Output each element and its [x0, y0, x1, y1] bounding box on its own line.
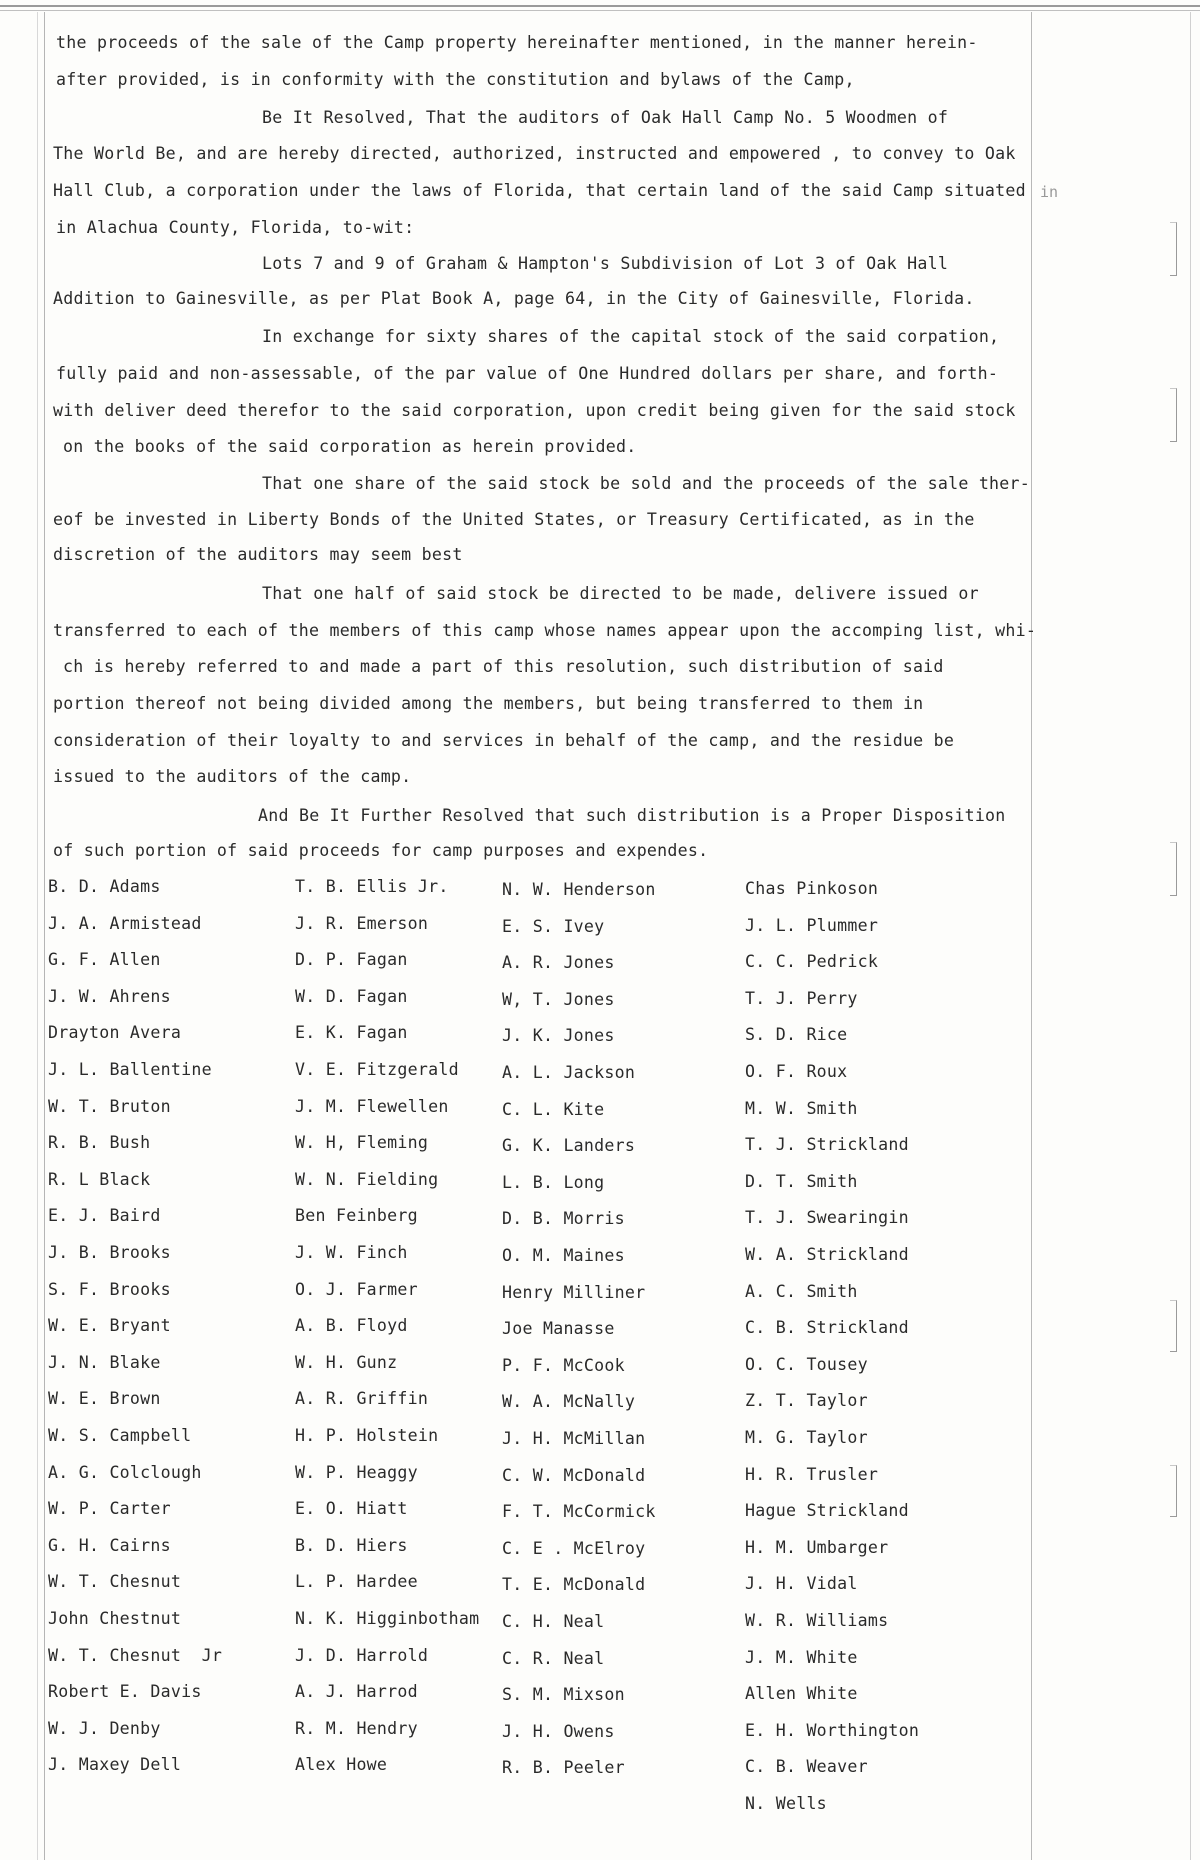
- member-name: Alex Howe: [295, 1755, 388, 1774]
- member-name: J. B. Brooks: [48, 1243, 171, 1262]
- member-name: S. D. Rice: [745, 1025, 848, 1044]
- member-name: J. L. Plummer: [745, 916, 879, 935]
- member-name: F. T. McCormick: [502, 1502, 656, 1521]
- member-name: W. T. Chesnut Jr: [48, 1646, 223, 1665]
- member-name: A. R. Jones: [502, 953, 615, 972]
- member-name: J. K. Jones: [502, 1026, 615, 1045]
- member-name: C. B. Strickland: [745, 1318, 909, 1337]
- member-name: D. P. Fagan: [295, 950, 408, 969]
- member-name: C. B. Weaver: [745, 1757, 868, 1776]
- member-name: S. F. Brooks: [48, 1280, 171, 1299]
- member-name: E. J. Baird: [48, 1206, 161, 1225]
- top-rule-thin: [0, 10, 1200, 11]
- text-line: with deliver deed therefor to the said corporation, upon credit being given for the said stock: [53, 401, 1016, 420]
- member-name: R. L Black: [48, 1170, 151, 1189]
- member-name: W. T. Chesnut: [48, 1572, 182, 1591]
- right-margin-line: [1031, 12, 1032, 1860]
- text-line: eof be invested in Liberty Bonds of the United States, or Treasury Certificated, as in the: [53, 510, 975, 529]
- text-line: That one share of the said stock be sold and the proceeds of the sale ther-: [262, 474, 1031, 493]
- member-name: A. B. Floyd: [295, 1316, 408, 1335]
- member-name: W. J. Denby: [48, 1719, 161, 1738]
- member-name: Joe Manasse: [502, 1319, 615, 1338]
- member-name: E. O. Hiatt: [295, 1499, 408, 1518]
- text-line: in Alachua County, Florida, to-wit:: [56, 218, 415, 237]
- text-line: issued to the auditors of the camp.: [53, 767, 412, 786]
- member-name: W, T. Jones: [502, 990, 615, 1009]
- top-rule: [0, 5, 1200, 7]
- text-line: Be It Resolved, That the auditors of Oak Hall Camp No. 5 Woodmen of: [262, 108, 949, 127]
- member-name: J. M. Flewellen: [295, 1097, 449, 1116]
- member-name: E. H. Worthington: [745, 1721, 920, 1740]
- member-name: M. G. Taylor: [745, 1428, 868, 1447]
- member-name: W. P. Carter: [48, 1499, 171, 1518]
- member-name: J. W. Ahrens: [48, 987, 171, 1006]
- text-line: ch is hereby referred to and made a part of this resolution, such distribution of said: [63, 657, 944, 676]
- member-name: Henry Milliner: [502, 1283, 646, 1302]
- member-name: J. N. Blake: [48, 1353, 161, 1372]
- member-name: O. M. Maines: [502, 1246, 625, 1265]
- member-name: O. C. Tousey: [745, 1355, 868, 1374]
- text-line: transferred to each of the members of this camp whose names appear upon the accomping list, whi-: [53, 621, 1037, 640]
- margin-note: in: [1040, 183, 1059, 201]
- member-name: J. Maxey Dell: [48, 1755, 182, 1774]
- member-name: R. B. Peeler: [502, 1758, 625, 1777]
- member-name: D. T. Smith: [745, 1172, 858, 1191]
- member-name: T. J. Strickland: [745, 1135, 909, 1154]
- member-name: A. C. Smith: [745, 1282, 858, 1301]
- margin-bracket-mark: [1170, 842, 1177, 896]
- text-line: fully paid and non-assessable, of the par value of One Hundred dollars per share, and forth-: [56, 364, 999, 383]
- member-name: C. W. McDonald: [502, 1466, 646, 1485]
- member-name: T. J. Perry: [745, 989, 858, 1008]
- member-name: W. A. McNally: [502, 1392, 636, 1411]
- text-line: after provided, is in conformity with the constitution and bylaws of the Camp,: [56, 70, 855, 89]
- member-name: O. J. Farmer: [295, 1280, 418, 1299]
- member-name: Chas Pinkoson: [745, 879, 879, 898]
- member-name: V. E. Fitzgerald: [295, 1060, 459, 1079]
- member-name: B. D. Hiers: [295, 1536, 408, 1555]
- member-name: Robert E. Davis: [48, 1682, 202, 1701]
- member-name: D. B. Morris: [502, 1209, 625, 1228]
- member-name: A. J. Harrod: [295, 1682, 418, 1701]
- member-name: N. W. Henderson: [502, 880, 656, 899]
- margin-bracket-mark: [1170, 1465, 1177, 1517]
- member-name: E. S. Ivey: [502, 917, 605, 936]
- member-name: A. G. Colclough: [48, 1463, 202, 1482]
- text-line: the proceeds of the sale of the Camp property hereinafter mentioned, in the manner herein-: [56, 33, 978, 52]
- member-name: T. B. Ellis Jr.: [295, 877, 449, 896]
- member-name: P. F. McCook: [502, 1356, 625, 1375]
- text-line: consideration of their loyalty to and services in behalf of the camp, and the residue be: [53, 731, 955, 750]
- member-name: Z. T. Taylor: [745, 1391, 868, 1410]
- text-line: The World Be, and are hereby directed, authorized, instructed and empowered , to convey to Oak: [53, 144, 1016, 163]
- member-name: A. L. Jackson: [502, 1063, 636, 1082]
- member-name: N. K. Higginbotham: [295, 1609, 480, 1628]
- text-line: And Be It Further Resolved that such distribution is a Proper Disposition: [258, 806, 1006, 825]
- member-name: B. D. Adams: [48, 877, 161, 896]
- text-line: Lots 7 and 9 of Graham & Hampton's Subdivision of Lot 3 of Oak Hall: [262, 254, 949, 273]
- text-line: Hall Club, a corporation under the laws of Florida, that certain land of the said Camp situated: [53, 181, 1026, 200]
- member-name: T. E. McDonald: [502, 1575, 646, 1594]
- text-line: of such portion of said proceeds for camp purposes and expendes.: [53, 841, 709, 860]
- margin-bracket-mark: [1170, 1300, 1177, 1352]
- member-name: A. R. Griffin: [295, 1389, 429, 1408]
- member-name: C. R. Neal: [502, 1649, 605, 1668]
- member-name: S. M. Mixson: [502, 1685, 625, 1704]
- member-name: W. D. Fagan: [295, 987, 408, 1006]
- member-name: W. E. Brown: [48, 1389, 161, 1408]
- member-name: G. H. Cairns: [48, 1536, 171, 1555]
- text-line: In exchange for sixty shares of the capital stock of the said corpation,: [262, 327, 1000, 346]
- left-margin-line: [44, 12, 45, 1860]
- text-line: Addition to Gainesville, as per Plat Book A, page 64, in the City of Gainesville, Florida.: [53, 289, 975, 308]
- margin-bracket-mark: [1170, 388, 1177, 442]
- member-name: W. E. Bryant: [48, 1316, 171, 1335]
- member-name: R. M. Hendry: [295, 1719, 418, 1738]
- right-edge-line: [1190, 12, 1191, 1860]
- member-name: Allen White: [745, 1684, 858, 1703]
- member-name: John Chestnut: [48, 1609, 182, 1628]
- member-name: J. A. Armistead: [48, 914, 202, 933]
- left-margin-line-faint: [37, 12, 38, 1860]
- member-name: L. B. Long: [502, 1173, 605, 1192]
- member-name: W. H, Fleming: [295, 1133, 429, 1152]
- member-name: H. P. Holstein: [295, 1426, 439, 1445]
- text-line: discretion of the auditors may seem best: [53, 545, 463, 564]
- member-name: J. H. Vidal: [745, 1574, 858, 1593]
- member-name: R. B. Bush: [48, 1133, 151, 1152]
- member-name: J. M. White: [745, 1648, 858, 1667]
- member-name: N. Wells: [745, 1794, 827, 1813]
- margin-bracket-mark: [1170, 222, 1177, 276]
- text-line: portion thereof not being divided among the members, but being transferred to them in: [53, 694, 924, 713]
- member-name: C. H. Neal: [502, 1612, 605, 1631]
- member-name: H. M. Umbarger: [745, 1538, 889, 1557]
- member-name: J. H. McMillan: [502, 1429, 646, 1448]
- member-name: L. P. Hardee: [295, 1572, 418, 1591]
- member-name: Hague Strickland: [745, 1501, 909, 1520]
- member-name: J. R. Emerson: [295, 914, 429, 933]
- member-name: C. L. Kite: [502, 1100, 605, 1119]
- member-name: J. L. Ballentine: [48, 1060, 212, 1079]
- member-name: C. E . McElroy: [502, 1539, 646, 1558]
- member-name: W. T. Bruton: [48, 1097, 171, 1116]
- member-name: W. A. Strickland: [745, 1245, 909, 1264]
- text-line: on the books of the said corporation as herein provided.: [63, 437, 637, 456]
- member-name: G. F. Allen: [48, 950, 161, 969]
- member-name: W. H. Gunz: [295, 1353, 398, 1372]
- member-name: W. P. Heaggy: [295, 1463, 418, 1482]
- member-name: E. K. Fagan: [295, 1023, 408, 1042]
- member-name: C. C. Pedrick: [745, 952, 879, 971]
- text-line: That one half of said stock be directed to be made, delivere issued or: [262, 584, 979, 603]
- member-name: T. J. Swearingin: [745, 1208, 909, 1227]
- member-name: M. W. Smith: [745, 1099, 858, 1118]
- member-name: J. W. Finch: [295, 1243, 408, 1262]
- member-name: G. K. Landers: [502, 1136, 636, 1155]
- member-name: Drayton Avera: [48, 1023, 182, 1042]
- member-name: W. S. Campbell: [48, 1426, 192, 1445]
- member-name: Ben Feinberg: [295, 1206, 418, 1225]
- member-name: H. R. Trusler: [745, 1465, 879, 1484]
- member-name: J. D. Harrold: [295, 1646, 429, 1665]
- member-name: J. H. Owens: [502, 1722, 615, 1741]
- member-name: O. F. Roux: [745, 1062, 848, 1081]
- member-name: W. N. Fielding: [295, 1170, 439, 1189]
- member-name: W. R. Williams: [745, 1611, 889, 1630]
